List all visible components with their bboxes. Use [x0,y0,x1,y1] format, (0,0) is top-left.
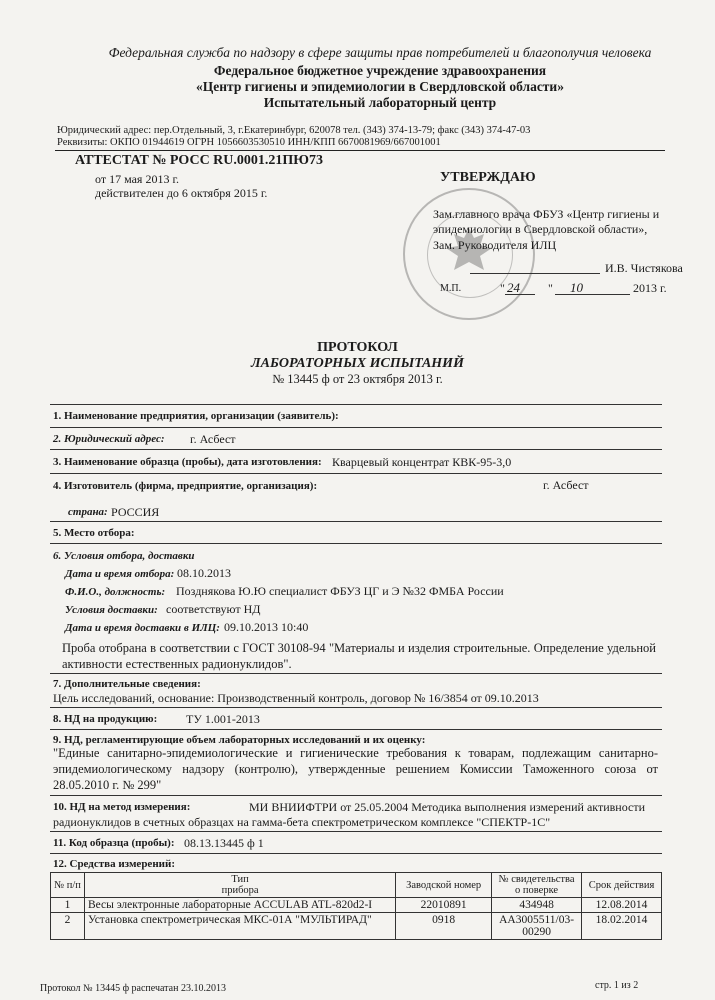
instruments-table [50,872,662,940]
section-legal-address [50,428,662,450]
section-6-arrival: 09.10.2013 10:40 [224,620,309,634]
approve-year: 2013 г. [633,281,667,295]
footer-page-number: стр. 1 из 2 [595,980,639,991]
section-7-label: 7. Дополнительные сведения: [53,678,201,690]
row-valid: 18.02.2014 [582,913,662,940]
attestat-valid: действителен до 6 октября 2015 г. [95,186,268,200]
table-header-row [51,873,662,898]
header-valid: Срок действия [582,873,662,898]
section-sample-name [50,450,662,474]
row-serial: 0918 [396,913,492,940]
header-type-b: прибора [221,885,259,896]
approve-day: 24 [507,280,520,295]
header-divider [55,150,665,151]
section-6-note: Проба отобрана в соответствии с ГОСТ 30108-94 "Материалы и изделия строительные. Определение удельной активности естественных радионуклидов". [62,641,656,671]
section-3-label: 3. Наименование образца (пробы), дата изготовления: [53,456,322,468]
section-10-value-a: МИ ВНИИФТРИ от 25.05.2004 Методика выполнения измерений активности [249,800,645,814]
section-method [50,796,662,832]
requisites: Реквизиты: ОКПО 01944619 ОГРН 1056603530510 ИНН/КПП 6670081969/667001001 [57,137,441,148]
header-cert-b: о поверке [515,885,559,896]
lab-name: Испытательный лабораторный центр [263,95,497,110]
header-num: № п/п [51,873,85,898]
approve-position-1: Зам.главного врача ФБУЗ «Центр гигиены и [433,207,660,221]
month-line [555,294,630,295]
approve-signer: И.В. Чистякова [605,261,683,275]
header-type [84,873,395,898]
date-quote-close: " [548,281,553,295]
protocol-subtitle: ЛАБОРАТОРНЫХ ИСПЫТАНИЙ [251,356,464,371]
row-num: 2 [51,913,85,940]
row-cert: АА3005511/03-00290 [492,913,582,940]
row-num: 1 [51,898,85,913]
legal-address: Юридический адрес: пер.Отдельный, 3, г.Екатеринбург, 620078 тел. (343) 374-13-79; факс (343) 374-47-03 [57,125,531,136]
section-10-label: 10. НД на метод измерения: [53,801,191,813]
section-2-value: г. Асбест [190,432,236,446]
section-4-country-label: страна: [68,506,108,518]
section-11-value: 08.13.13445 ф 1 [184,836,264,850]
approve-position-2: эпидемиологии в Свердловской области», [433,222,648,236]
section-6-delivery: соответствуют НД [166,602,261,616]
section-12-label: 12. Средства измерений: [53,858,175,870]
attestat-date: от 17 мая 2013 г. [95,172,180,186]
section-6-arrival-label: Дата и время доставки в ИЛЦ: [65,622,220,634]
section-regulations [50,730,662,796]
section-6-fio-label: Ф.И.О., должность: [65,586,166,598]
section-sampling-place [50,522,662,544]
section-7-value: Цель исследований, основание: Производственный контроль, договор № 16/3854 от 09.10.2013 [53,691,539,705]
approve-position-3: Зам. Руководителя ИЛЦ [433,238,557,252]
section-6-fio: Позднякова Ю.Ю специалист ФБУЗ ЦГ и Э №32 ФМБА России [176,584,504,598]
section-sampling-conditions [50,544,662,674]
section-9-value: "Единые санитарно-эпидемиологические и гигиенические требования к товарам, подлежащим санитарно-эпидемиологическому надзору (контролю), утвержденные решением Комиссии Таможенного союза от 28.05.2010 г. № 299" [53,746,658,792]
protocol-title: ПРОТОКОЛ [317,340,398,355]
section-4-country: РОССИЯ [111,505,160,519]
institution-name: Федеральное бюджетное учреждение здравоохранения [213,63,547,78]
section-9-label: 9. НД, регламентирующие объем лабораторных исследований и их оценку: [53,734,426,746]
section-6-date: 08.10.2013 [177,566,231,580]
header-serial: Заводской номер [396,873,492,898]
approve-month: 10 [570,280,583,295]
section-sample-code [50,832,662,854]
header-cert [492,873,582,898]
section-8-value: ТУ 1.001-2013 [186,712,260,726]
protocol-number: № 13445 ф от 23 октября 2013 г. [272,372,443,386]
row-type: Весы электронные лабораторные ACCULAB ATL-820d2-I [84,898,395,913]
section-additional-info [50,674,662,708]
table-row [51,913,662,940]
agency-name: Федеральная служба по надзору в сфере защиты прав потребителей и благополучия человека [108,45,652,60]
date-quote-open: " [500,281,505,295]
day-line [505,294,535,295]
signature-line [470,273,600,274]
section-2-label: 2. Юридический адрес: [53,433,165,445]
section-4-value: г. Асбест [543,478,589,492]
section-6-date-label: Дата и время отбора: [65,568,175,580]
section-product-nd [50,708,662,730]
center-name: «Центр гигиены и эпидемиологии в Свердловской области» [196,79,564,94]
table-row [51,898,662,913]
row-serial: 22010891 [396,898,492,913]
header-type-a: Тип [231,874,249,885]
section-6-label: 6. Условия отбора, доставки [53,550,195,562]
row-type: Установка спектрометрическая МКС-01А "МУЛЬТИРАД" [84,913,395,940]
section-5-label: 5. Место отбора: [53,527,135,539]
header-cert-a: № свидетельства [498,874,575,885]
section-applicant [50,404,662,428]
stamp-mark: М.П. [440,283,462,294]
section-manufacturer [50,474,662,522]
section-1-label: 1. Наименование предприятия, организации (заявитель): [53,410,339,422]
section-8-label: 8. НД на продукцию: [53,713,158,725]
approve-title: УТВЕРЖДАЮ [440,170,536,185]
section-3-value: Кварцевый концентрат КВК-95-3,0 [332,455,512,469]
attestat-title: АТТЕСТАТ № РОСС RU.0001.21ПЮ73 [75,153,324,168]
row-cert: 434948 [492,898,582,913]
section-6-delivery-label: Условия доставки: [65,604,158,616]
row-valid: 12.08.2014 [582,898,662,913]
footer-print-info: Протокол № 13445 ф распечатан 23.10.2013 [40,983,226,994]
section-11-label: 11. Код образца (пробы): [53,837,175,849]
section-10-value-b: радионуклидов в счетных образцах на гамма-бета спектрометрическом комплексе "СПЕКТР-1С" [53,815,551,829]
section-4-label: 4. Изготовитель (фирма, предприятие, организация): [53,480,318,492]
